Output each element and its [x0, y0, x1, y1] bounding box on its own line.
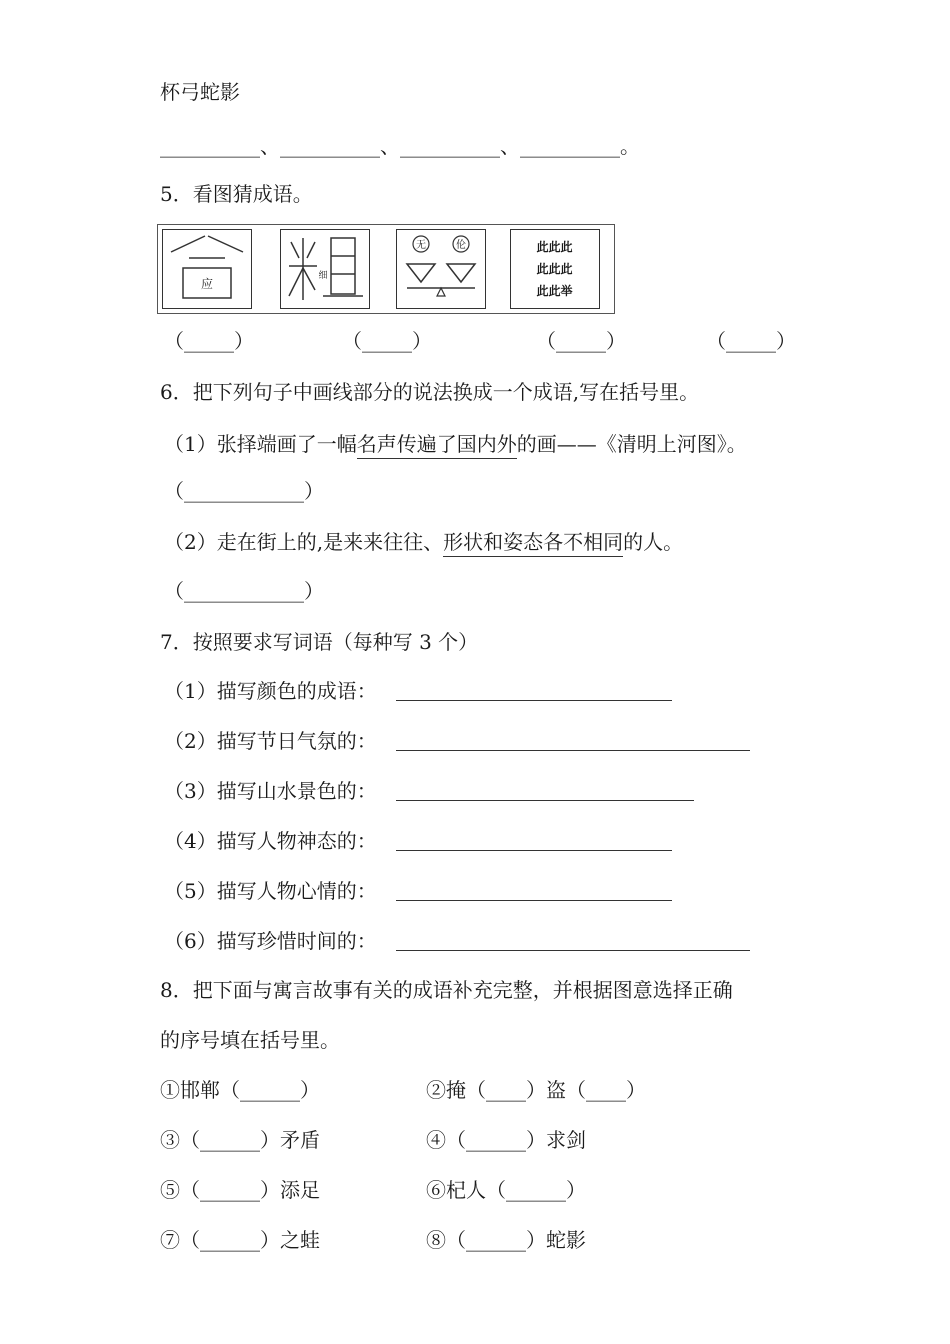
- q6-sentence-2: [164, 530, 683, 554]
- picture-1: [162, 229, 252, 309]
- question-7-title: 7．按照要求写词语（每种写 3 个）: [160, 630, 479, 654]
- q6-answer-2[interactable]: （____________）: [164, 579, 324, 603]
- q6-answer-1[interactable]: （____________）: [164, 479, 324, 503]
- question-6-title: 6．把下列句子中画线部分的说法换成一个成语,写在括号里。: [160, 380, 700, 404]
- q6-s2-underlined: 形状和姿态各不相同: [443, 530, 623, 557]
- q6-sentence-1: [164, 432, 747, 456]
- q8-item-4[interactable]: ④（______）求剑: [426, 1128, 586, 1152]
- answer-blank-1[interactable]: （_____）: [164, 329, 254, 353]
- q8-item-7[interactable]: ⑦（______）之蛙: [160, 1228, 320, 1252]
- pic4-row-3: 此此举: [536, 284, 573, 298]
- answer-blank-3[interactable]: （_____）: [536, 329, 626, 353]
- question-8-title-line-1: 8．把下面与寓言故事有关的成语补充完整，并根据图意选择正确: [160, 978, 733, 1002]
- q6-s2-post: 的人。: [623, 530, 684, 554]
- answer-blank-2[interactable]: （_____）: [342, 329, 432, 353]
- q7-item-4-label: （4）描写人物神态的：: [164, 829, 377, 853]
- q7-item-6-label: （6）描写珍惜时间的：: [164, 929, 377, 953]
- picture-2: [280, 229, 370, 309]
- pic4-row-1: 此此此: [536, 240, 573, 254]
- q6-s2-pre: （2）走在街上的,是来来往往、: [164, 530, 444, 554]
- question-8-title-line-2: 的序号填在括号里。: [160, 1028, 340, 1052]
- q8-item-8[interactable]: ⑧（______）蛇影: [426, 1228, 586, 1252]
- q6-s1-post: 的画——《清明上河图》。: [516, 432, 747, 456]
- q6-s1-pre: （1）张择端画了一幅: [164, 432, 357, 456]
- q7-item-2-label: （2）描写节日气氛的：: [164, 729, 377, 753]
- pic1-char: 应: [200, 277, 214, 291]
- answer-blank-4[interactable]: （_____）: [706, 329, 796, 353]
- q7-item-1-line[interactable]: [396, 700, 672, 701]
- q7-item-3-label: （3）描写山水景色的：: [164, 779, 377, 803]
- idiom-text: 杯弓蛇影: [160, 80, 240, 104]
- q7-item-3-line[interactable]: [396, 800, 694, 801]
- q7-item-5-label: （5）描写人物心情的：: [164, 879, 377, 903]
- pic4-row-2: 此此此: [536, 262, 573, 276]
- q6-s1-underlined: 名声传遍了国内外: [357, 432, 517, 459]
- q8-item-2[interactable]: ②掩（____）盗（____）: [426, 1078, 646, 1102]
- picture-4: [510, 229, 600, 309]
- question-5-title: 5．看图猜成语。: [160, 182, 313, 206]
- q7-item-2-line[interactable]: [396, 750, 750, 751]
- pic2-char: 细: [318, 271, 328, 281]
- q8-item-5[interactable]: ⑤（______）添足: [160, 1178, 320, 1202]
- q7-item-5-line[interactable]: [396, 900, 672, 901]
- q7-item-4-line[interactable]: [396, 850, 672, 851]
- q8-item-1[interactable]: ①邯郸（______）: [160, 1078, 320, 1102]
- q8-item-3[interactable]: ③（______）矛盾: [160, 1128, 320, 1152]
- pic3-right-char: 伦: [456, 240, 466, 251]
- pic3-left-char: 无: [416, 240, 426, 251]
- q8-item-6[interactable]: ⑥杞人（______）: [426, 1178, 586, 1202]
- q7-item-1-label: （1）描写颜色的成语：: [164, 679, 377, 703]
- picture-3: [396, 229, 486, 309]
- q7-item-6-line[interactable]: [396, 950, 750, 951]
- answer-blanks-line[interactable]: __________、__________、__________、__________。: [160, 134, 640, 158]
